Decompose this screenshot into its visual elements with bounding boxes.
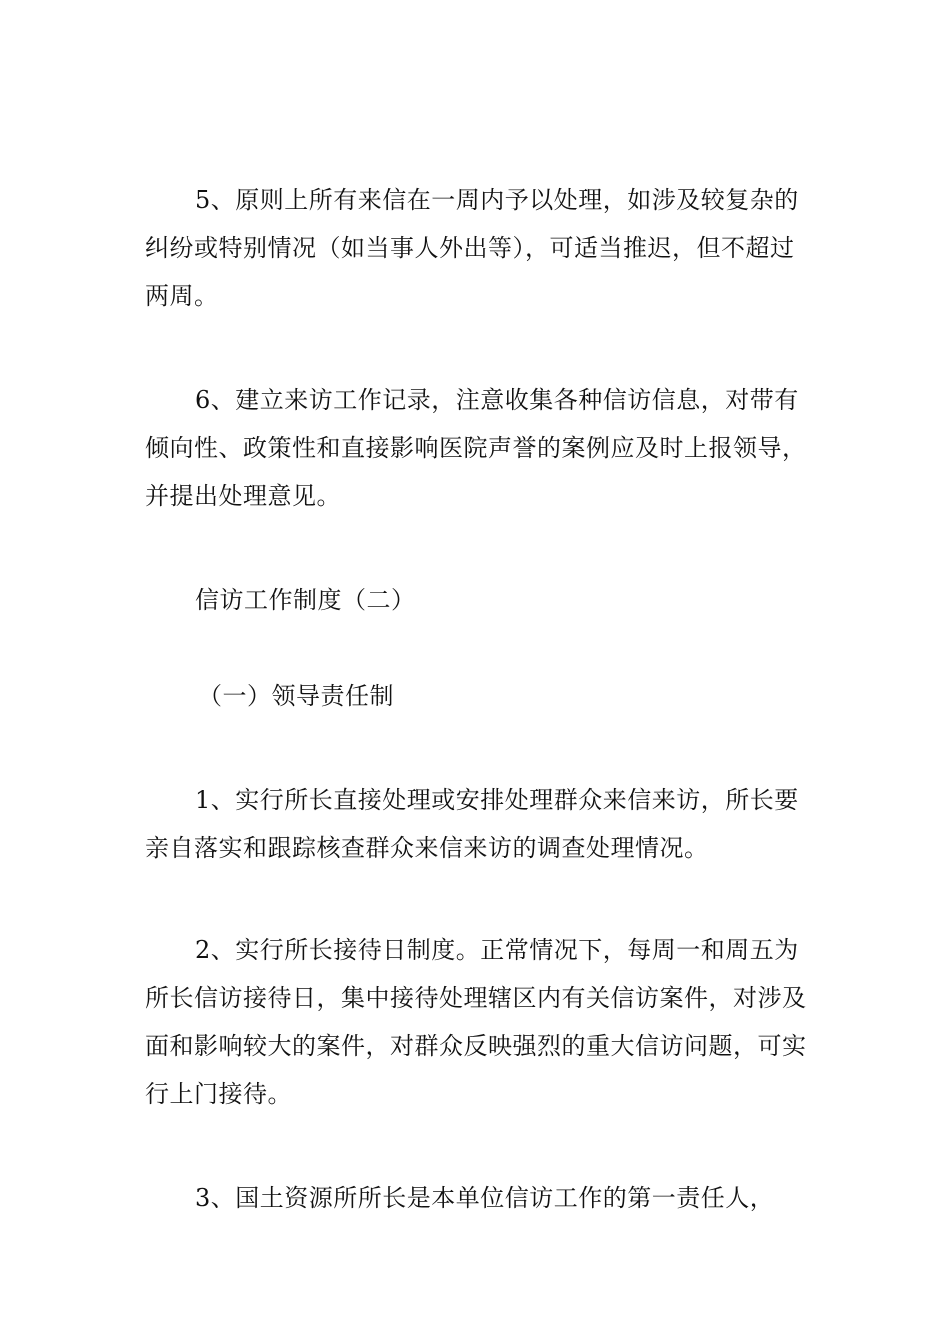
subsection-title: （一）领导责任制 — [198, 682, 394, 710]
paragraph-item-5: 5、原则上所有来信在一周内予以处理，如涉及较复杂的纠纷或特别情况（如当事人外出等），可适当推迟，但不超过两周。 — [145, 186, 799, 310]
section-title: 信访工作制度（二） — [195, 586, 416, 614]
paragraph-item-1: 1、实行所长直接处理或安排处理群众来信来访，所长要亲自落实和跟踪核查群众来信来访的调查处理情况。 — [145, 786, 799, 862]
paragraph-item-2: 2、实行所长接待日制度。正常情况下，每周一和周五为所长信访接待日，集中接待处理辖区内有关信访案件，对涉及面和影响较大的案件，对群众反映强烈的重大信访问题，可实行上门接待。 — [145, 936, 807, 1108]
paragraph-item-6: 6、建立来访工作记录，注意收集各种信访信息，对带有倾向性、政策性和直接影响医院声誉的案例应及时上报领导，并提出处理意见。 — [145, 386, 807, 510]
paragraph-item-3: 3、国土资源所所长是本单位信访工作的第一责任人， — [195, 1184, 775, 1212]
